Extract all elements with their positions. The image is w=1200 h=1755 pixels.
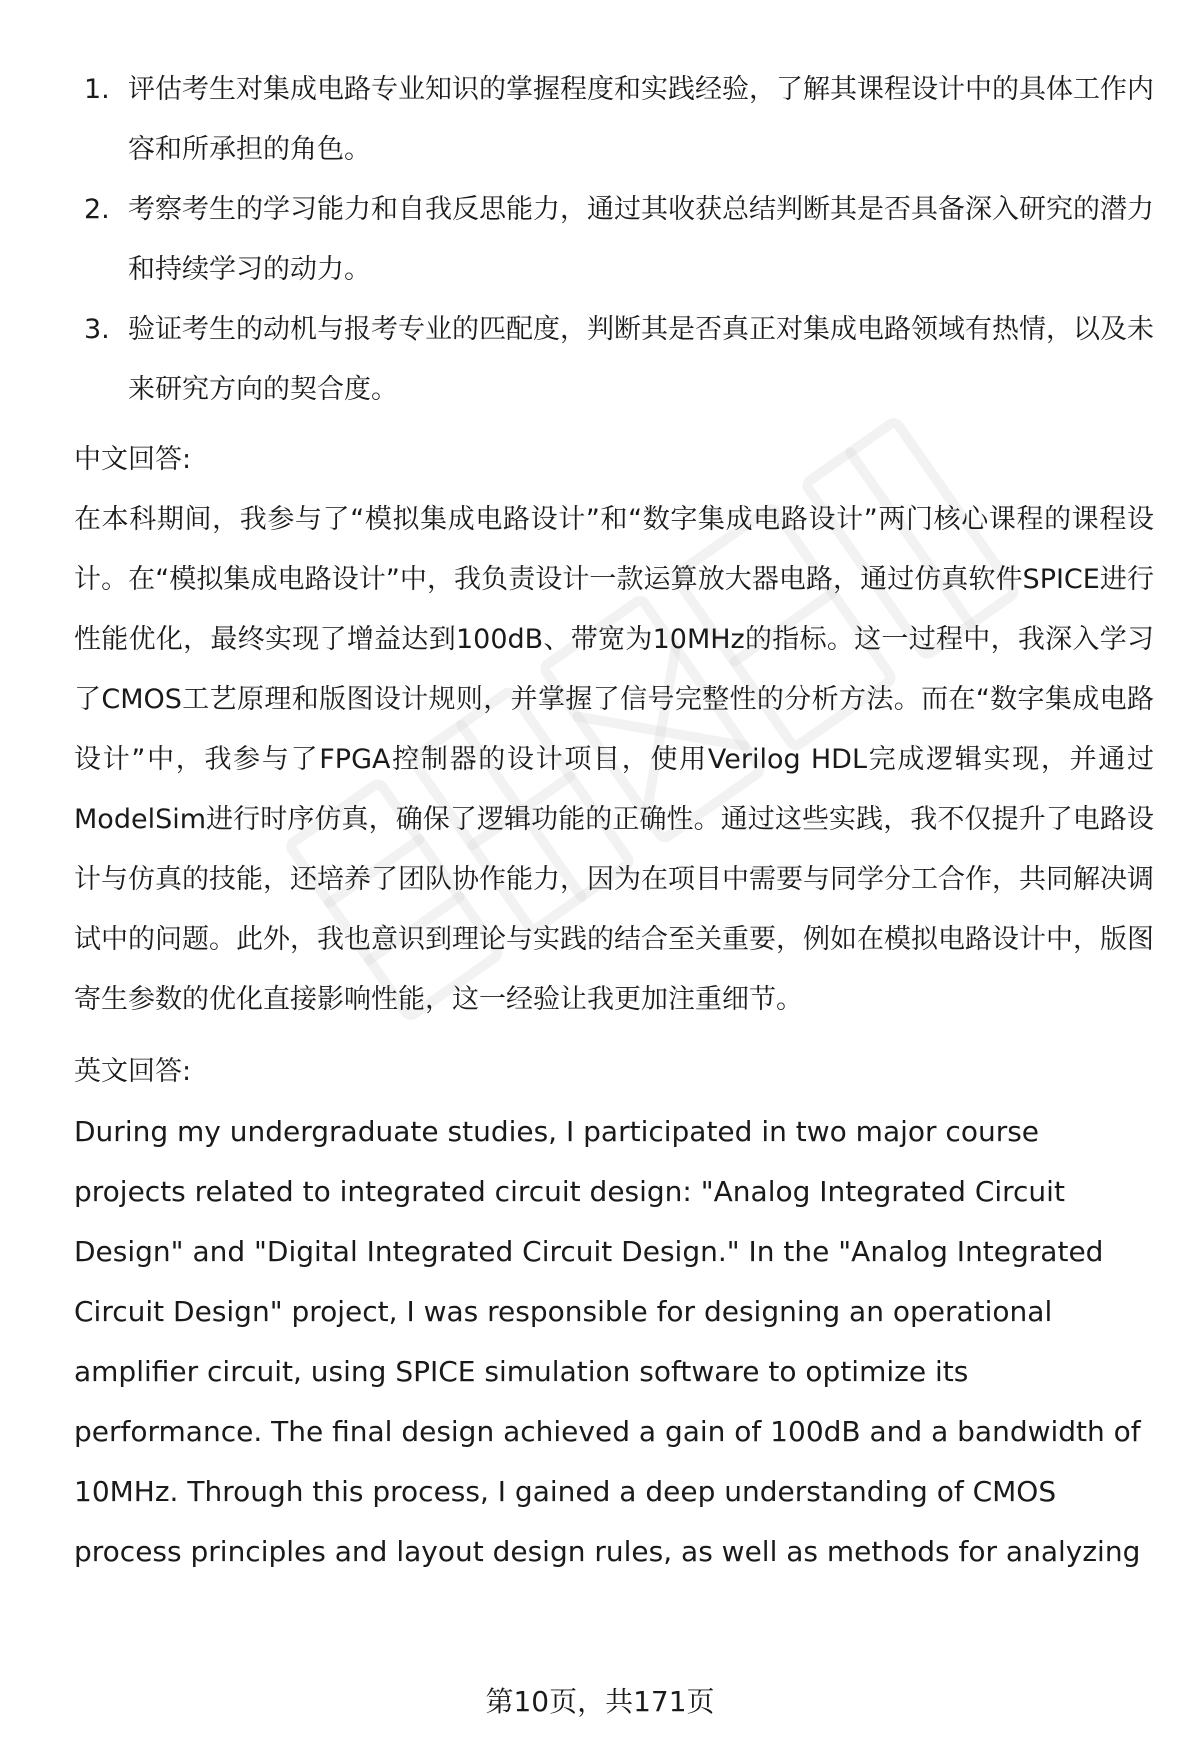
list-item-text: 验证考生的动机与报考专业的匹配度，判断其是否真正对集成电路领域有热情，以及未来研究方向的契合度。: [128, 314, 1154, 405]
list-item: [74, 180, 1154, 300]
list-item-number: 3.: [84, 314, 110, 345]
chinese-answer-heading: 中文回答:: [74, 444, 192, 475]
list-item-text: 考察考生的学习能力和自我反思能力，通过其收获总结判断其是否具备深入研究的潜力和持续学习的动力。: [128, 194, 1154, 285]
page-number-footer: 第10页，共171页: [485, 1685, 715, 1718]
list-item: [74, 60, 1154, 180]
english-answer-body: During my undergraduate studies, I participated in two major course projects related to integrated circuit design: "Analog Integrated Circuit Design" and "Digital Integrated Circuit Design." In the "Analog Integrated Circuit Design" project, I was responsible for designing an operational amplifier circuit, using SPICE simulation software to optimize its performance. The final design achieved a gain of 100dB and a bandwidth of 10MHz. Through this process, I gained a deep understanding of CMOS process principles and layout design rules, as well as methods for analyzing: [74, 1115, 1141, 1568]
evaluation-criteria-list: [74, 60, 1154, 420]
list-item: [74, 300, 1154, 420]
chinese-answer-body: 在本科期间，我参与了“模拟集成电路设计”和“数字集成电路设计”两门核心课程的课程设计。在“模拟集成电路设计”中，我负责设计一款运算放大器电路，通过仿真软件SPICE进行性能优化，最终实现了增益达到100dB、带宽为10MHz的指标。这一过程中，我深入学习了CMOS工艺原理和版图设计规则，并掌握了信号完整性的分析方法。而在“数字集成电路设计”中，我参与了FPGA控制器的设计项目，使用Verilog HDL完成逻辑实现，并通过ModelSim进行时序仿真，确保了逻辑功能的正确性。通过这些实践，我不仅提升了电路设计与仿真的技能，还培养了团队协作能力，因为在项目中需要与同学分工合作，共同解决调试中的问题。此外，我也意识到理论与实践的结合至关重要，例如在模拟电路设计中，版图寄生参数的优化直接影响性能，这一经验让我更加注重细节。: [74, 504, 1154, 1015]
document-page: [74, 60, 1154, 1582]
list-item-number: 1.: [84, 74, 110, 105]
list-item-text: 评估考生对集成电路专业知识的掌握程度和实践经验，了解其课程设计中的具体工作内容和所承担的角色。: [128, 74, 1154, 165]
english-answer-heading: 英文回答:: [74, 1056, 192, 1087]
list-item-number: 2.: [84, 194, 110, 225]
